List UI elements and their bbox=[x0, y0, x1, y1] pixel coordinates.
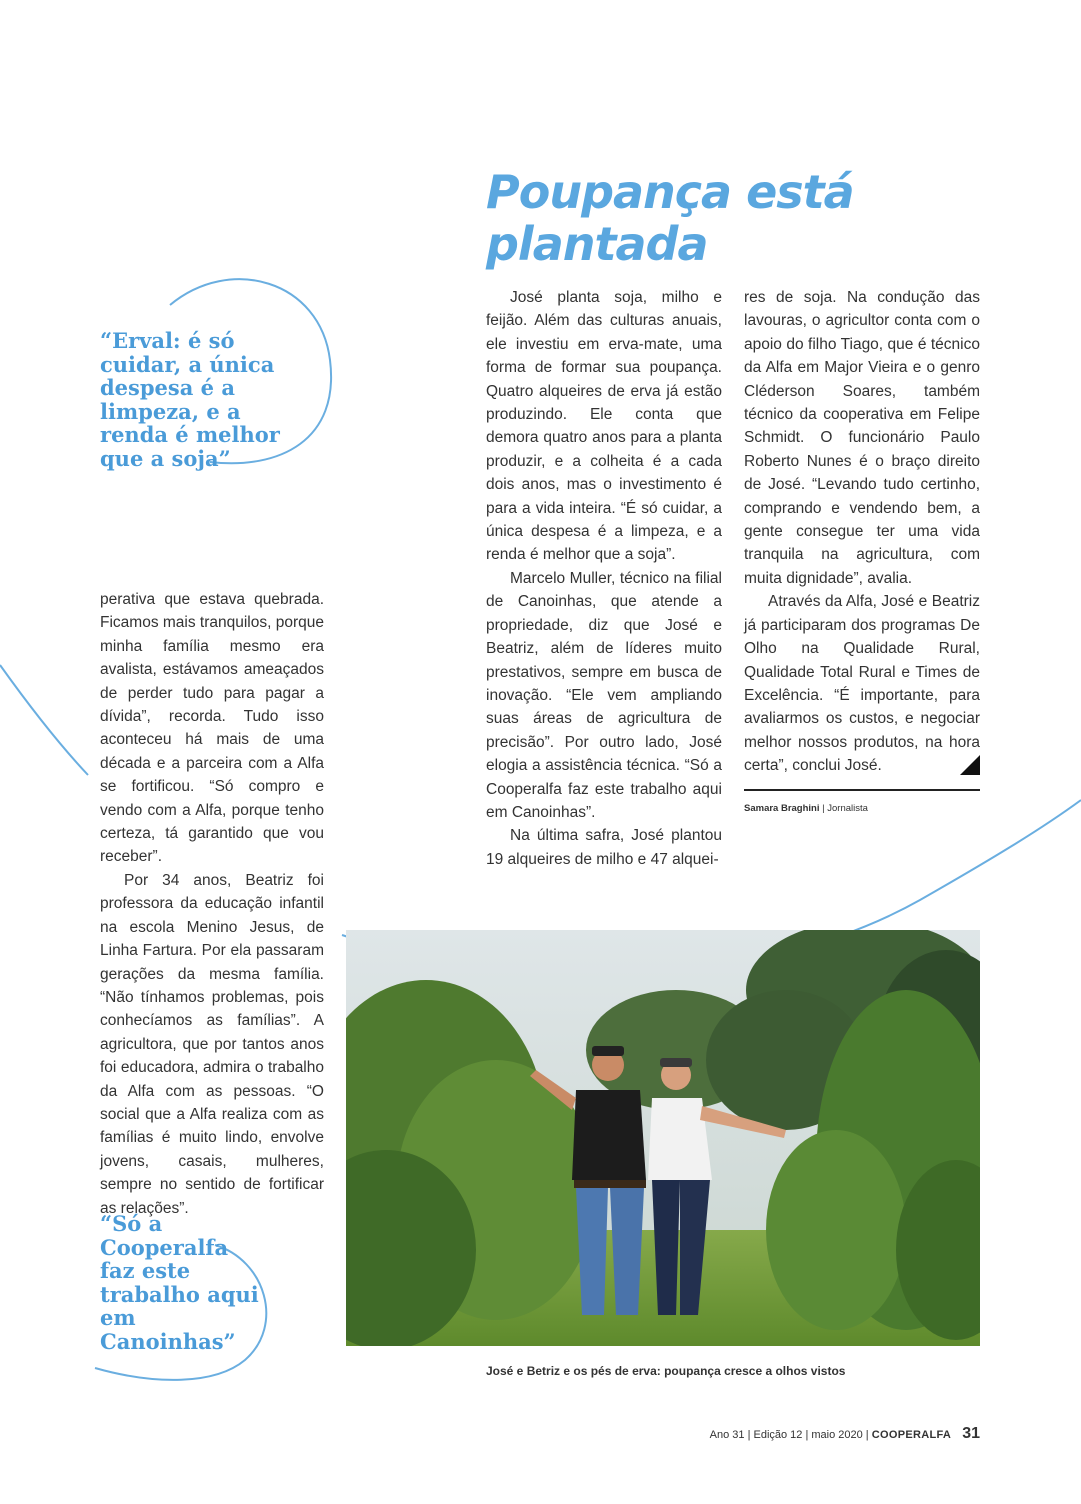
left-paragraph-1: perativa que estava quebrada. Ficamos mais tranquilos, porque minha família mesmo era avalista, estávamos ameaçados de perder tudo para pagar a dívida”, recorda. Tudo isso aconteceu há mais de uma década e a parceira com a Alfa se fortificou. “Só compro e vendo com a Alfa, porque tenho certeza, tá garantido que vou receber”. bbox=[100, 591, 324, 866]
byline-divider bbox=[744, 789, 980, 791]
middle-paragraph-2: Marcelo Muller, técnico na filial de Canoinhas, que atende a propriedade, diz que José e Beatriz, além de líderes muito prestativos, sempre em busca de inovação. “Ele vem ampliando suas áreas de agricultura de precisão”. Por outro lado, José elogia a assistência técnica. “Só a Cooperalfa faz este trabalho aqui em Canoinhas”. bbox=[486, 569, 722, 821]
byline-name: Samara Braghini bbox=[744, 803, 820, 814]
left-sweep-curve bbox=[0, 665, 88, 775]
end-of-article-triangle-icon bbox=[960, 755, 980, 775]
photo-illustration bbox=[346, 930, 980, 1346]
middle-paragraph-3: Na última safra, José plantou 19 alqueires de milho e 47 alquei- bbox=[486, 827, 722, 868]
photo-caption: José e Betriz e os pés de erva: poupança cresce a olhos vistos bbox=[486, 1364, 846, 1378]
pullquote-top: “Erval: é só cuidar, a única despesa é a limpeza, e a renda é melhor que a soja” bbox=[100, 328, 280, 471]
pullquote-bottom: “Só a Cooperalfa faz este trabalho aqui em Canoinhas” bbox=[100, 1211, 259, 1354]
right-paragraph-1: res de soja. Na condução das lavouras, o agricultor conta com o apoio do filho Tiago, que é técnico da Alfa em Major Vieira e o genro Cléderson Soares, também técnico da cooperativa em Felipe Schmidt. O funcionário Paulo Roberto Nunes é o braço direito de José. “Levando tudo certinho, comprando e vendendo bem, a gente consegue ter uma vida tranquila na agricultura, com muita dignidade”, avalia. bbox=[744, 289, 980, 587]
article-photo bbox=[346, 930, 980, 1346]
byline bbox=[744, 803, 868, 814]
article-title: Poupança está plantada bbox=[486, 165, 854, 271]
left-text-column bbox=[100, 588, 324, 1220]
footer-issue: Ano 31 | Edição 12 | maio 2020 | bbox=[709, 1429, 869, 1441]
footer-magazine-name: COOPERALFA bbox=[871, 1429, 952, 1441]
right-paragraph-2: Através da Alfa, José e Beatriz já participaram dos programas De Olho na Qualidade Rural, Qualidade Total Rural e Times de Excelência. “É importante, para avaliarmos os custos, e negociar melhor nossos produtos, na hora certa”, conclui José. bbox=[744, 593, 980, 775]
right-text-column bbox=[744, 286, 980, 778]
middle-text-column bbox=[486, 286, 722, 871]
page-footer bbox=[710, 1425, 980, 1443]
left-paragraph-2: Por 34 anos, Beatriz foi professora da educação infantil na escola Menino Jesus, de Linha Fartura. Por ela passaram gerações da mesma família. “Não tínhamos problemas, pois conhecíamos as famílias”. A agricultora, que por tantos anos foi educadora, admira o trabalho da Alfa com as pessoas. “O social que a Alfa realiza com as famílias é muito lindo, envolve jovens, casais, mulheres, sempre no sentido de fortificar as relações”. bbox=[100, 871, 324, 1217]
middle-paragraph-1: José planta soja, milho e feijão. Além das culturas anuais, ele investiu em erva-mate, uma forma de formar sua poupança. Quatro alqueires de erva já estão produzindo. Ele conta que demora quatro anos para a planta produzir, e a colheita é a cada dois anos, mas o investimento é para a vida inteira. “É só cuidar, a única despesa é a limpeza, e a renda é melhor que a soja”. bbox=[486, 289, 722, 564]
page-number: 31 bbox=[962, 1425, 980, 1442]
byline-role: | Jornalista bbox=[822, 803, 868, 814]
